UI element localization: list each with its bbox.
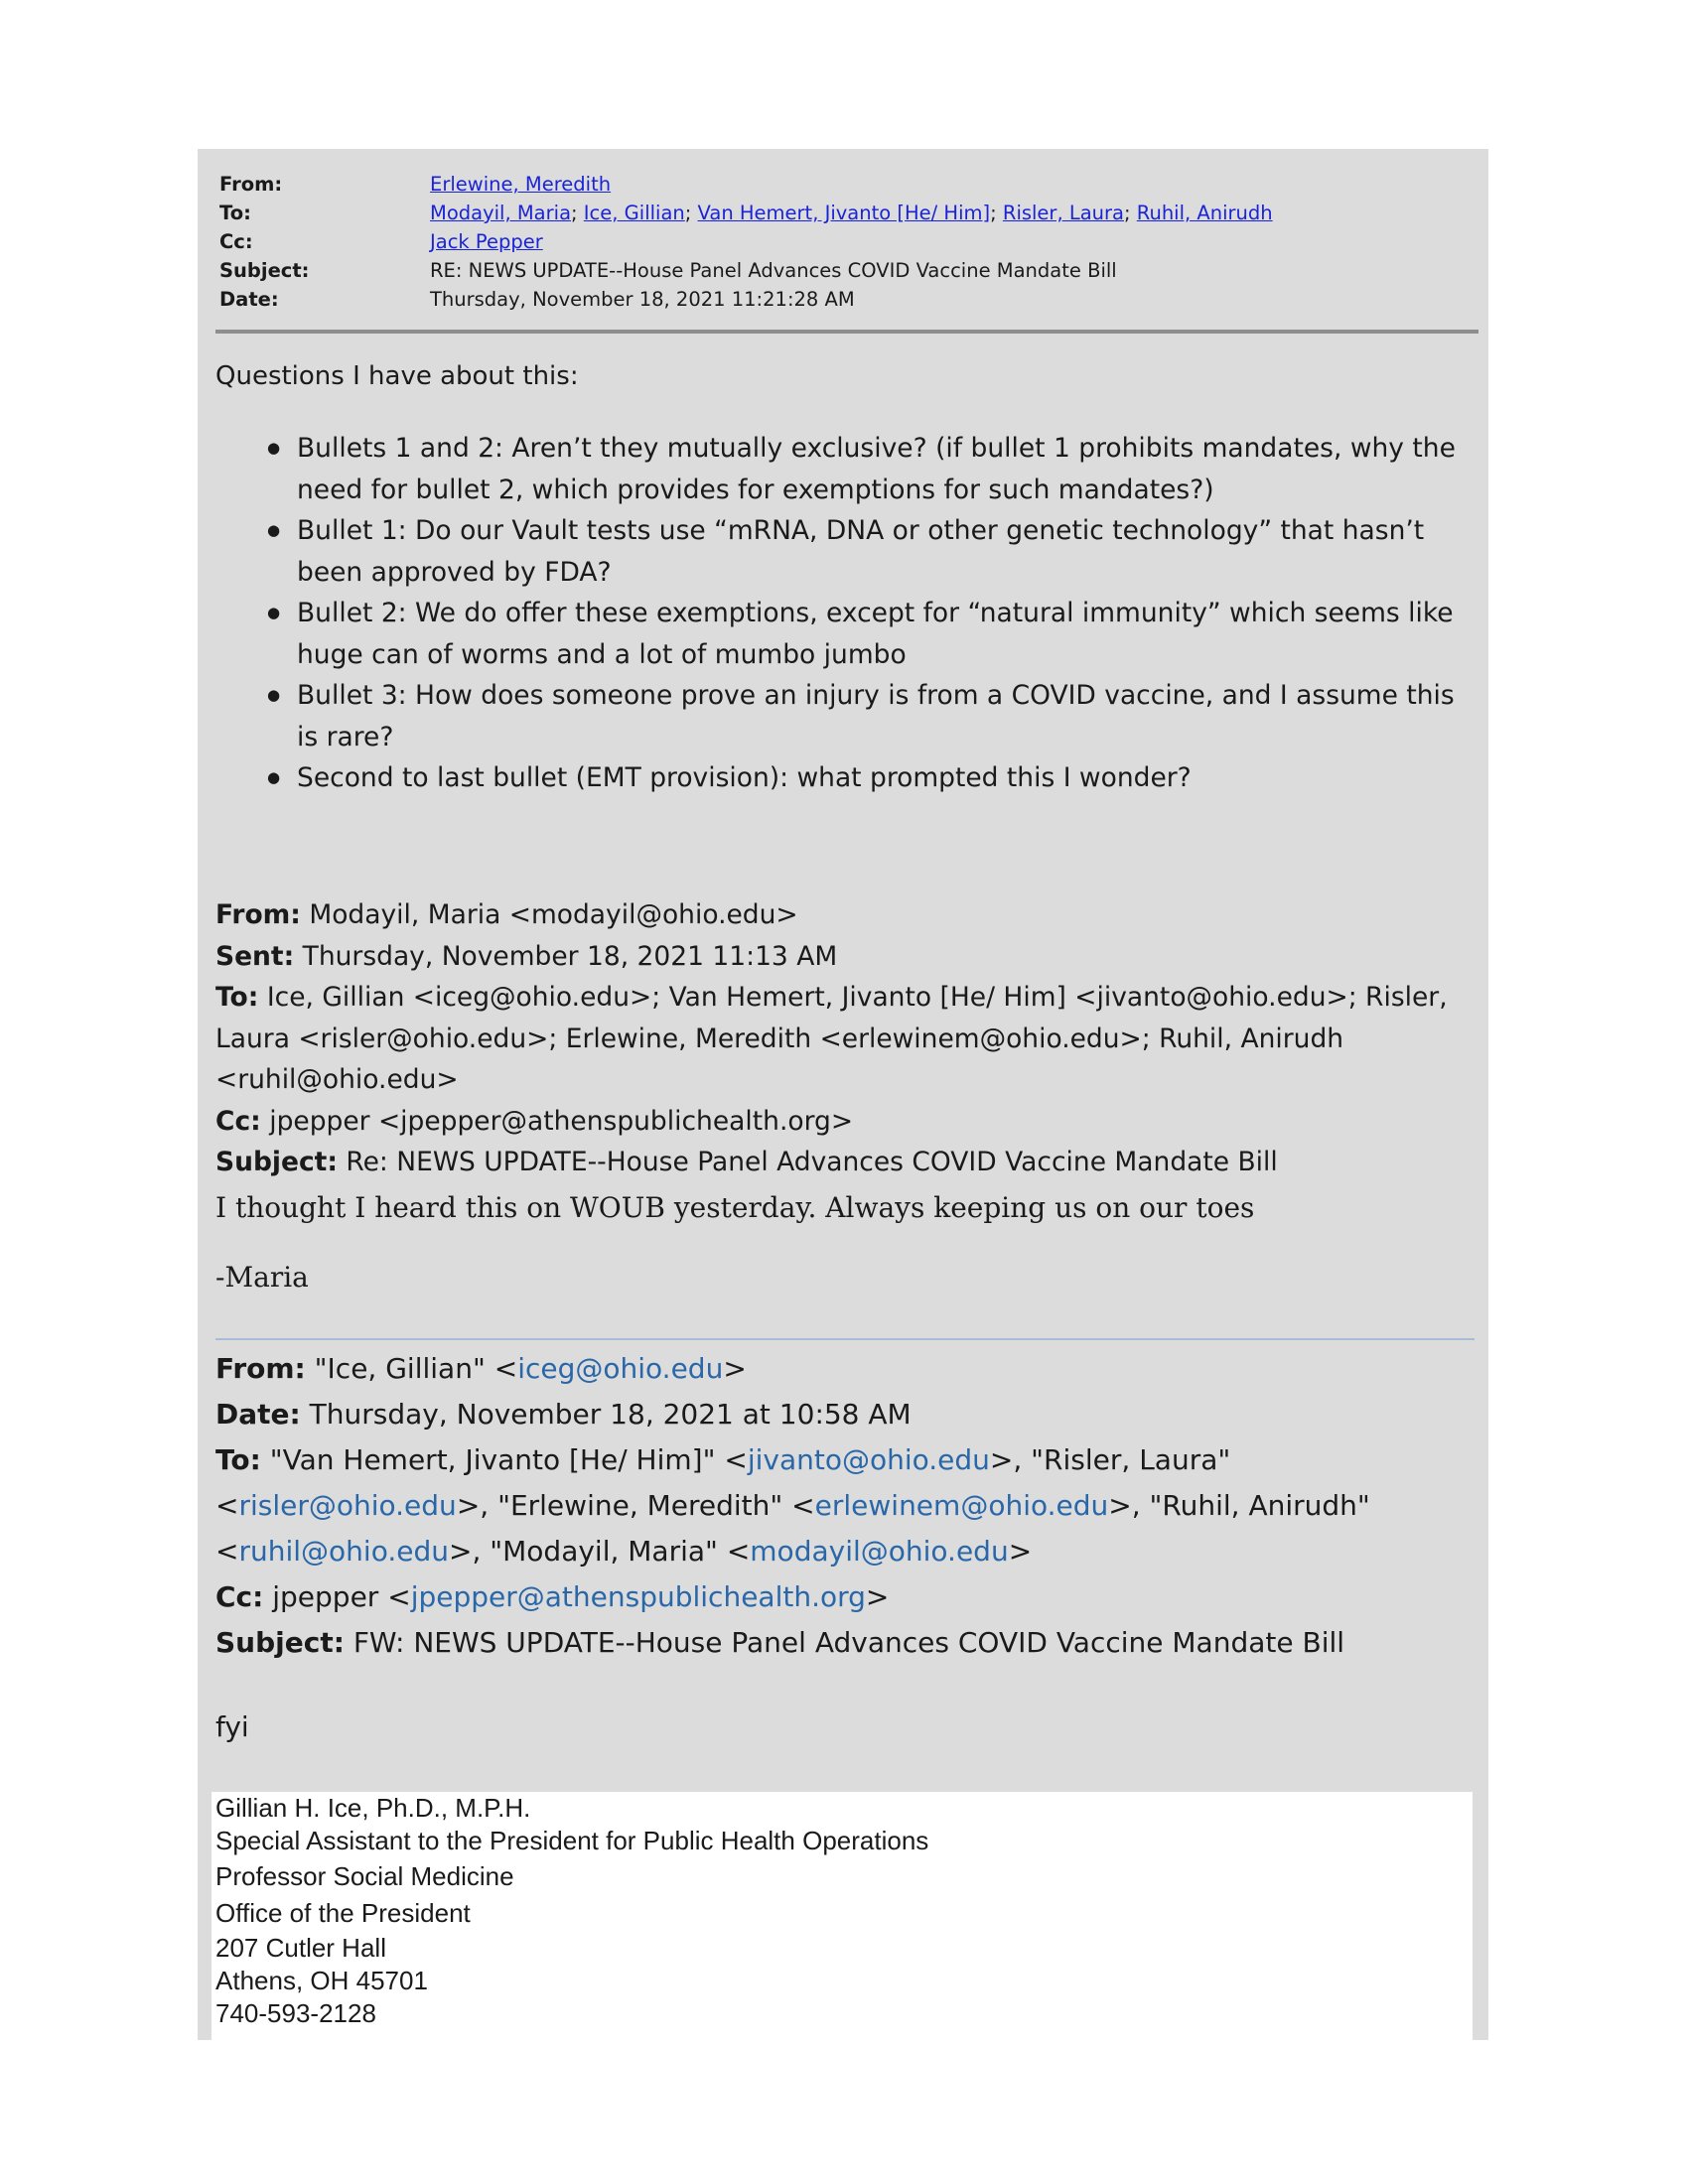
q2-to-text: >, "Modayil, Maria" < (448, 1535, 751, 1568)
q2-subject-label: Subject: (215, 1626, 345, 1659)
header-date: Thursday, November 18, 2021 11:21:28 AM (430, 288, 855, 311)
quote-divider (215, 1338, 1475, 1340)
questions-list (215, 428, 1478, 799)
quoted-message-1-header (215, 894, 1481, 1183)
list-item: ● Bullets 1 and 2: Aren’t they mutually exclusive? (if bullet 1 prohibits mandates, why the need for bullet 2, which provides for exemptions for such mandates?) (215, 428, 1478, 510)
header-to-row: To: Modayil, Maria; Ice, Gillian; Van Hemert, Jivanto [He/ Him]; Risler, Laura; Ruhil, Anirudh (219, 199, 1273, 227)
q2-to-email-erlewinem[interactable]: erlewinem@ohio.edu (814, 1489, 1109, 1522)
cc-link-pepper[interactable]: Jack Pepper (430, 230, 543, 253)
q1-sent: Thursday, November 18, 2021 11:13 AM (302, 940, 838, 972)
header-divider (215, 330, 1478, 334)
q2-subject: FW: NEWS UPDATE--House Panel Advances COVID Vaccine Mandate Bill (352, 1626, 1345, 1659)
q2-to-text: > (1008, 1535, 1033, 1568)
signature-block (211, 1792, 1473, 2040)
email-header (219, 170, 1273, 314)
list-item: ● Bullet 3: How does someone prove an injury is from a COVID vaccine, and I assume this is rare? (215, 675, 1478, 757)
q2-to-email-risler[interactable]: risler@ohio.edu (238, 1489, 457, 1522)
header-subject-row (219, 256, 1273, 285)
header-cc-row (219, 227, 1273, 256)
header-from-label: From: (219, 173, 283, 196)
signature-line: 207 Cutler Hall (215, 1933, 386, 1963)
q2-from-email[interactable]: iceg@ohio.edu (517, 1352, 724, 1385)
list-item: ● Bullet 2: We do offer these exemptions, except for “natural immunity” which seems like huge can of worms and a lot of mumbo jumbo (215, 593, 1478, 675)
q2-cc-email[interactable]: jpepper@athenspublichealth.org (410, 1580, 866, 1613)
q1-from-label: From: (215, 899, 301, 930)
q2-to-email-ruhil[interactable]: ruhil@ohio.edu (238, 1535, 449, 1568)
to-link-modayil[interactable]: Modayil, Maria (430, 202, 572, 224)
q2-body: fyi (215, 1710, 249, 1743)
message-intro: Questions I have about this: (215, 361, 579, 391)
email-printout (198, 149, 1488, 2040)
q2-to-text: >, "Erlewine, Meredith" < (456, 1489, 815, 1522)
q2-date-label: Date: (215, 1398, 301, 1431)
q1-sent-label: Sent: (215, 940, 295, 972)
list-item: ● Second to last bullet (EMT provision): what prompted this I wonder? (215, 757, 1478, 799)
q1-from: Modayil, Maria <modayil@ohio.edu> (309, 899, 798, 930)
q1-signoff: -Maria (215, 1261, 309, 1294)
q2-cc-name: jpepper < (272, 1580, 411, 1613)
q1-cc: jpepper <jpepper@athenspublichealth.org> (269, 1105, 854, 1137)
q2-to-email-jivanto[interactable]: jivanto@ohio.edu (747, 1443, 990, 1476)
q1-to-label: To: (215, 982, 259, 1013)
signature-line: 740-593-2128 (215, 1998, 376, 2028)
q1-to: Ice, Gillian <iceg@ohio.edu>; Van Hemert, Jivanto [He/ Him] <jivanto@ohio.edu>; Risler, Laura <risler@ohio.edu>; Erlewine, Meredith <erlewinem@ohio.edu>; Ruhil, Anirudh <ruhil@ohio.edu> (215, 982, 1448, 1095)
to-link-ice[interactable]: Ice, Gillian (583, 202, 685, 224)
list-item: ● Bullet 1: Do our Vault tests use “mRNA, DNA or other genetic technology” that hasn’t been approved by FDA? (215, 510, 1478, 593)
header-cc-label: Cc: (219, 230, 253, 253)
header-from-row (219, 170, 1273, 199)
header-to-label: To: (219, 202, 251, 224)
header-subject-label: Subject: (219, 259, 310, 282)
q2-from-name: "Ice, Gillian" < (314, 1352, 518, 1385)
header-date-row (219, 285, 1273, 314)
q2-from-close: > (723, 1352, 747, 1385)
q2-date: Thursday, November 18, 2021 at 10:58 AM (309, 1398, 912, 1431)
q2-to-text: >, "Risler, Laura" < (215, 1443, 1231, 1522)
signature-text (215, 1792, 928, 2030)
q2-to-text: >, "Ruhil, Anirudh" < (215, 1489, 1370, 1568)
signature-line: Gillian H. Ice, Ph.D., M.P.H. (215, 1793, 531, 1823)
q2-to-email-modayil[interactable]: modayil@ohio.edu (750, 1535, 1009, 1568)
q2-to-label: To: (215, 1443, 261, 1476)
signature-line: Special Assistant to the President for Public Health Operations (215, 1826, 929, 1855)
q1-subject: Re: NEWS UPDATE--House Panel Advances COVID Vaccine Mandate Bill (346, 1147, 1278, 1177)
header-subject: RE: NEWS UPDATE--House Panel Advances COVID Vaccine Mandate Bill (430, 259, 1117, 282)
q2-cc-label: Cc: (215, 1580, 264, 1613)
signature-line: Athens, OH 45701 (215, 1966, 428, 1995)
q1-cc-label: Cc: (215, 1105, 261, 1137)
q2-cc-close: > (865, 1580, 890, 1613)
quoted-message-2-header (215, 1346, 1481, 1666)
to-link-vanhemert[interactable]: Van Hemert, Jivanto [He/ Him] (697, 202, 991, 224)
to-link-risler[interactable]: Risler, Laura (1002, 202, 1124, 224)
header-date-label: Date: (219, 288, 279, 311)
to-link-ruhil[interactable]: Ruhil, Anirudh (1136, 202, 1273, 224)
q1-body: I thought I heard this on WOUB yesterday. Always keeping us on our toes (215, 1191, 1255, 1224)
q2-to-text: "Van Hemert, Jivanto [He/ Him]" < (269, 1443, 748, 1476)
signature-line: Professor Social Medicine (215, 1861, 514, 1891)
q2-from-label: From: (215, 1352, 306, 1385)
signature-line: Office of the President (215, 1898, 471, 1928)
q1-subject-label: Subject: (215, 1147, 338, 1177)
header-from-link[interactable]: Erlewine, Meredith (430, 173, 612, 196)
